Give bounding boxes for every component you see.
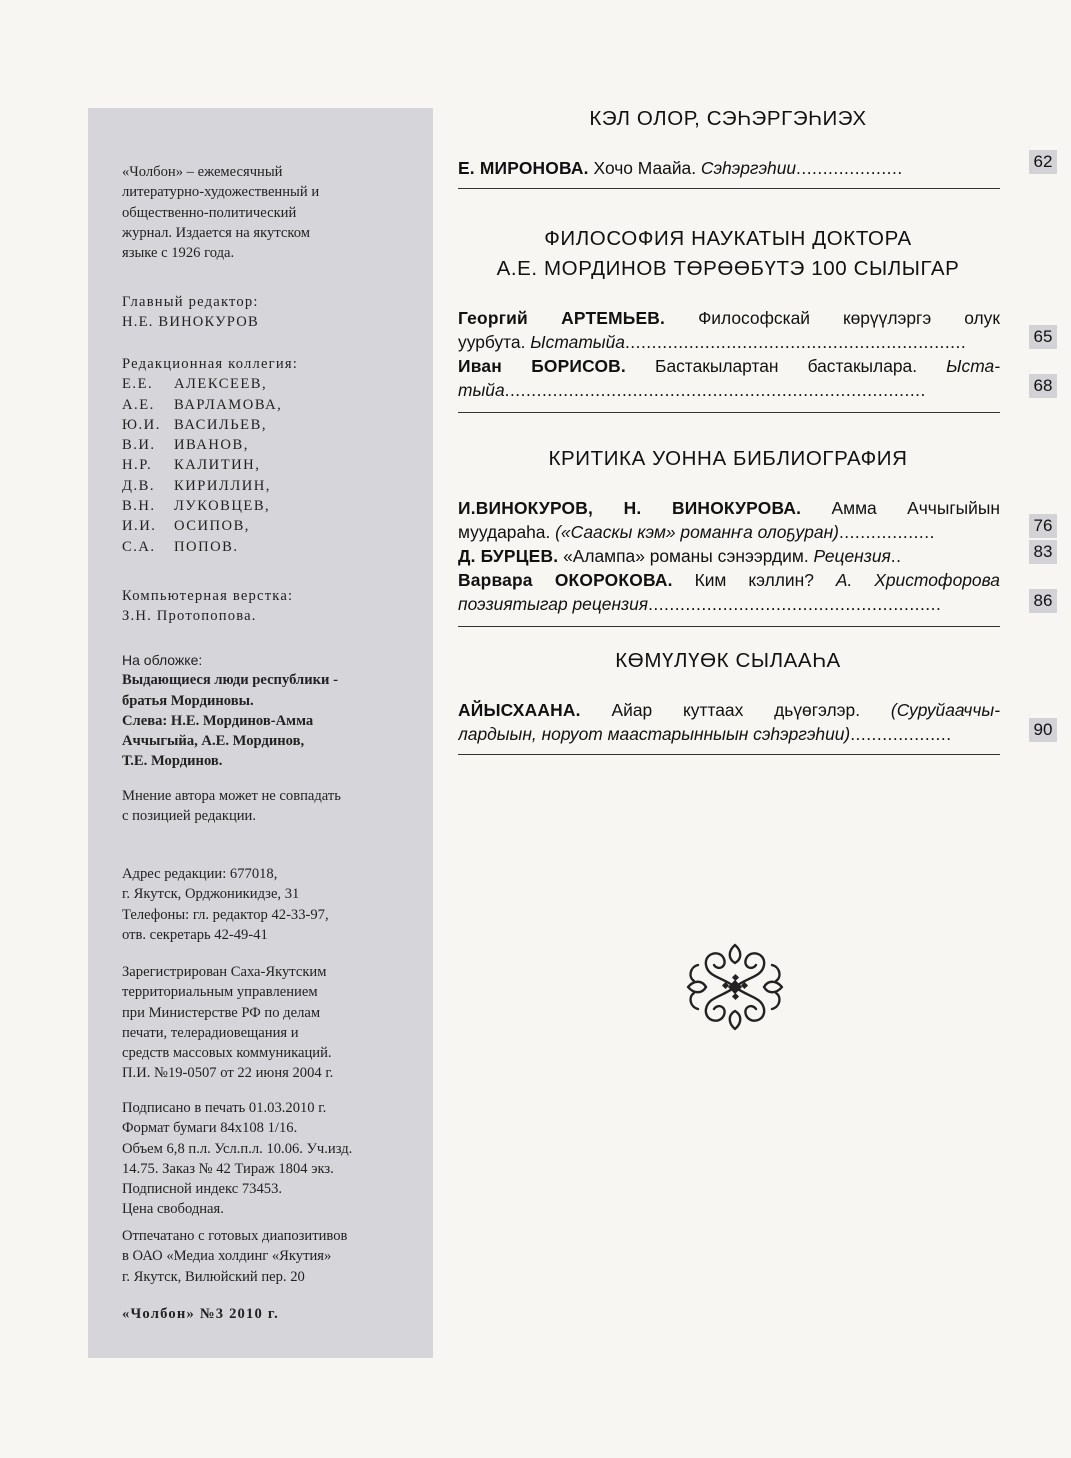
member-initials: А.Е. (122, 396, 155, 413)
leader-dots: .. (890, 546, 902, 566)
board-member (122, 395, 403, 415)
section-title: КЭЛ ОЛОР, СЭҺЭРГЭҺИЭХ (589, 107, 867, 130)
entry-title: Амма Аччыгыйын (801, 498, 1000, 518)
about-line: литературно-художественный и (122, 184, 320, 201)
entry-line (458, 568, 1000, 592)
section-title: А.Е. МОРДИНОВ ТӨРӨӨБҮТЭ 100 СЫЛЫГАР (496, 257, 960, 280)
entry-line (458, 330, 1000, 354)
print-info-line: Цена свободная. (122, 1201, 224, 1218)
leader-dots: ............................................................................... (504, 380, 926, 400)
address-line: Адрес редакции: 677018, (122, 866, 278, 882)
member-initials: Д.В. (122, 477, 155, 494)
section-title: КРИТИКА УОННА БИБЛИОГРАФИЯ (548, 447, 908, 470)
entry-author: Георгий АРТЕМЬЕВ. (458, 308, 666, 328)
chief-editor-label: Главный редактор: (122, 294, 259, 310)
member-initials: С.А. (122, 538, 156, 555)
entry-title: Айар куттаах дьүөгэлэр. (580, 700, 891, 720)
leader-dots: .................... (796, 158, 903, 178)
address-line: отв. секретарь 42-49-41 (122, 926, 268, 943)
member-initials: Ю.И. (122, 416, 161, 433)
board-member (122, 476, 403, 496)
address-line: г. Якутск, Орджоникидзе, 31 (122, 886, 300, 903)
about-journal (122, 162, 403, 263)
member-initials: В.Н. (122, 498, 156, 515)
section-title: ФИЛОСОФИЯ НАУКАТЫН ДОКТОРА (544, 227, 912, 250)
entry-author: Варвара ОКОРОКОВА. (458, 570, 673, 590)
cover-line: Аччыгыйа, А.Е. Мординов, (122, 733, 305, 750)
entry-title: Хочо Маайа. (588, 158, 701, 178)
toc-entry (458, 568, 1000, 616)
member-surname: КИРИЛЛИН, (174, 477, 271, 494)
chief-editor-name: Н.Е. ВИНОКУРОВ (122, 314, 259, 331)
print-info-line: Формат бумаги 84x108 1/16. (122, 1120, 298, 1137)
page-number: 83 (1029, 540, 1057, 564)
section-title: КӨМҮЛҮӨК СЫЛААҺА (615, 649, 841, 672)
registration-line: печати, телерадиовещания и (122, 1024, 299, 1041)
registration-line: при Министерстве РФ по делам (122, 1004, 321, 1021)
cover-label: На обложке: (122, 652, 203, 668)
board-member (122, 415, 403, 435)
cover-line: Выдающиеся люди республики - (122, 672, 338, 689)
member-initials: В.И. (122, 437, 156, 454)
section-rule (458, 188, 1000, 189)
entry-author: АЙЫСХААНА. (458, 700, 581, 720)
layout-credit (122, 586, 403, 627)
member-surname: ОСИПОВ, (174, 518, 250, 535)
cover-line: Слева: Н.Е. Мординов-Амма (122, 712, 314, 729)
leader-dots: ................... (850, 724, 952, 744)
entry-title: Бастакылартан бастакылара. (625, 356, 947, 376)
entry-line (458, 354, 1000, 378)
leader-dots: ....................................................... (648, 594, 942, 614)
entry-author: Е. МИРОНОВА. (458, 158, 589, 178)
entry-title: Философскай көрүүлэргэ олук (665, 308, 1000, 328)
printer-info (122, 1226, 403, 1287)
leader-dots: .................. (838, 522, 935, 542)
editorial-address (122, 864, 403, 945)
cover-line: братья Мординовы. (122, 692, 254, 709)
printer-line: в ОАО «Медиа холдинг «Якутия» (122, 1248, 332, 1265)
disclaimer (122, 786, 403, 827)
print-info (122, 1098, 403, 1220)
layout-name: З.Н. Протопопова. (122, 608, 257, 625)
board-member (122, 496, 403, 516)
about-line: журнал. Издается на якутском (122, 224, 310, 241)
editorial-board (122, 354, 403, 557)
entry-genre: лардыын, норуот маастарынныын сэһэргэһии) (458, 724, 851, 744)
entry-genre: тыйа (458, 380, 505, 400)
entry-genre: поэзиятыгар рецензия (458, 594, 649, 614)
issue-line: «Чолбон» №3 2010 г. (122, 1306, 279, 1322)
toc-entry (458, 544, 1000, 568)
print-info-line: Подписной индекс 73453. (122, 1181, 283, 1198)
about-line: языке с 1926 года. (122, 245, 235, 262)
imprint-column (88, 108, 433, 1358)
section-rule (458, 626, 1000, 627)
page-number: 90 (1029, 718, 1057, 742)
address-line: Телефоны: гл. редактор 42-33-97, (122, 906, 329, 923)
cover-note (122, 650, 403, 772)
toc-entry (458, 698, 1000, 746)
member-surname: ПОПОВ. (174, 538, 239, 555)
entry-author: Иван БОРИСОВ. (458, 356, 626, 376)
disclaimer-line: с позицией редакции. (122, 808, 257, 825)
about-line: общественно-политический (122, 204, 297, 221)
entry-line (458, 698, 1000, 722)
ornament-icon (678, 937, 792, 1037)
layout-label: Компьютерная верстка: (122, 588, 294, 604)
table-of-contents (458, 0, 1058, 1458)
page-number: 62 (1029, 150, 1057, 174)
disclaimer-line: Мнение автора может не совпадать (122, 788, 341, 804)
printer-line: г. Якутск, Вилюйский пер. 20 (122, 1268, 305, 1285)
member-surname: ВАСИЛЬЕВ, (174, 416, 267, 433)
registration-line: П.И. №19-0507 от 22 июня 2004 г. (122, 1065, 334, 1082)
member-initials: Е.Е. (122, 376, 154, 393)
entry-genre: Ыстатыйа (530, 332, 625, 352)
entry-line (458, 592, 1000, 616)
entry-genre: Ыста- (946, 356, 1000, 376)
entry-author: И.ВИНОКУРОВ, Н. ВИНОКУРОВА. (458, 498, 802, 518)
board-label: Редакционная коллегия: (122, 356, 299, 372)
toc-entry (458, 156, 1000, 180)
board-member (122, 455, 403, 475)
member-surname: КАЛИТИН, (174, 457, 261, 474)
leader-dots: ................................................................ (624, 332, 967, 352)
toc-entry (458, 354, 1000, 402)
print-info-line: Объем 6,8 п.л. Усл.п.л. 10.06. Уч.изд. (122, 1140, 353, 1157)
member-surname: АЛЕКСЕЕВ, (174, 376, 268, 393)
entry-genre: А. Христофорова (835, 570, 1000, 590)
registration-line: территориальным управлением (122, 984, 318, 1001)
entry-title: «Алампа» романы сэнээрдим. (558, 546, 814, 566)
about-line: «Чолбон» – ежемесячный (122, 164, 283, 180)
board-member (122, 435, 403, 455)
entry-title: муудараһа. (458, 522, 556, 542)
page-number: 86 (1029, 589, 1057, 613)
entry-line (458, 722, 1000, 746)
print-info-line: Подписано в печать 01.03.2010 г. (122, 1100, 327, 1116)
member-surname: ВАРЛАМОВА, (174, 396, 283, 413)
printer-line: Отпечатано с готовых диапозитивов (122, 1228, 348, 1244)
page-number: 76 (1029, 514, 1057, 538)
entry-genre: («Сааскы кэм» романҥа олоҕуран) (555, 522, 839, 542)
section-rule (458, 412, 1000, 413)
member-initials: И.И. (122, 518, 157, 535)
entry-genre: (Суруйааччы- (890, 700, 1000, 720)
entry-author: Д. БУРЦЕВ. (458, 546, 559, 566)
board-member (122, 516, 403, 536)
page-number: 68 (1029, 374, 1057, 398)
member-initials: Н.Р. (122, 457, 153, 474)
entry-line (458, 378, 1000, 402)
chief-editor (122, 292, 403, 333)
member-surname: ЛУКОВЦЕВ, (174, 498, 271, 515)
registration-line: средств массовых коммуникаций. (122, 1045, 332, 1062)
entry-title: Ким кэллин? (672, 570, 836, 590)
cover-line: Т.Е. Мординов. (122, 753, 223, 770)
print-info-line: 14.75. Заказ № 42 Тираж 1804 экз. (122, 1160, 334, 1177)
toc-entry (458, 306, 1000, 354)
entry-line (458, 496, 1000, 520)
entry-title: уурбута. (458, 332, 531, 352)
board-member (122, 537, 403, 557)
entry-genre: Сэһэргэһии (700, 158, 797, 178)
registration-line: Зарегистрирован Саха-Якутским (122, 964, 327, 980)
member-surname: ИВАНОВ, (174, 437, 249, 454)
entry-genre: Рецензия (813, 546, 891, 566)
registration (122, 962, 403, 1084)
section-rule (458, 754, 1000, 755)
page-number: 65 (1029, 325, 1057, 349)
entry-line (458, 306, 1000, 330)
entry-line (458, 520, 1000, 544)
board-member (122, 374, 403, 394)
toc-entry (458, 496, 1000, 544)
